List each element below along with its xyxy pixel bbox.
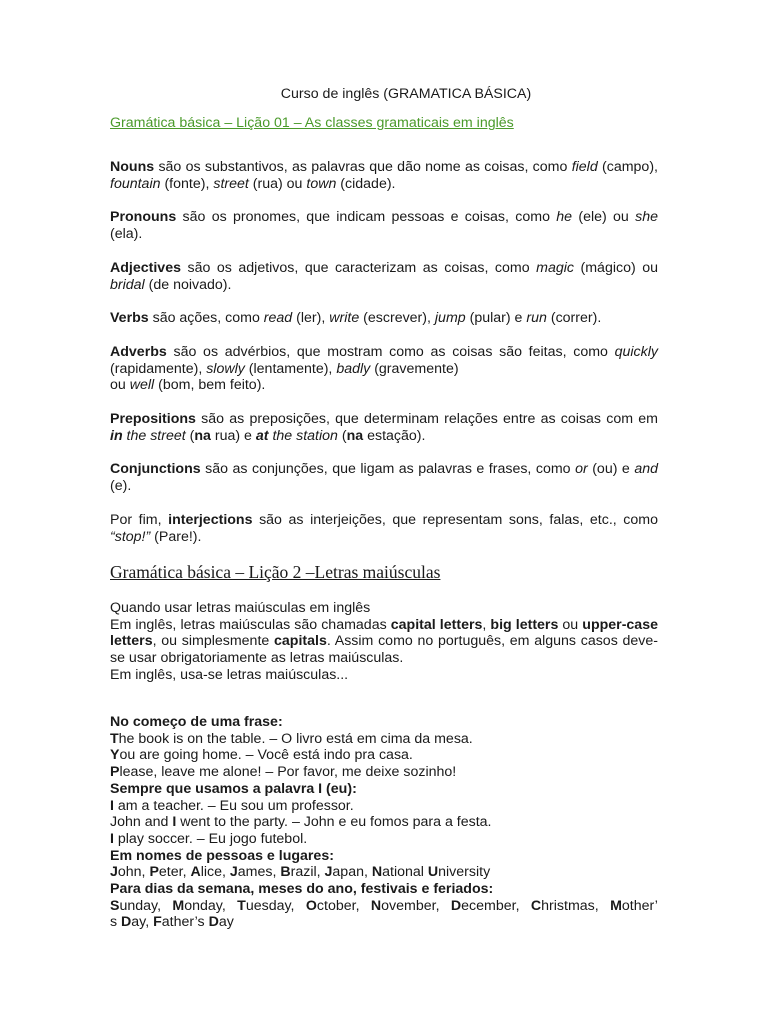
example-line: The book is on the table. – O livro está em cima da mesa. bbox=[110, 730, 473, 747]
term: Nouns bbox=[110, 159, 155, 175]
paragraph-verbs: Verbs são ações, como read (ler), write (escrever), jump (pular) e run (correr). bbox=[110, 310, 602, 326]
lesson2-heading: Gramática básica – Lição 2 –Letras maiúsculas bbox=[110, 562, 441, 582]
term: Verbs bbox=[110, 310, 149, 326]
lesson2-intro bbox=[110, 600, 658, 684]
example-line: John and I went to the party. – John e eu fomos para a festa. bbox=[110, 814, 492, 831]
days-line: Sunday, Monday, Tuesday, October, November, December, Christmas, Mother’ bbox=[110, 897, 658, 914]
usage-line: Em inglês, usa-se letras maiúsculas... bbox=[110, 666, 349, 683]
section-heading: Sempre que usamos a palavra I (eu): bbox=[110, 780, 357, 797]
names-line: John, Peter, Alice, James, Brazil, Japan, National University bbox=[110, 864, 491, 881]
paragraph-adverbs: Adverbs são os advérbios, que mostram como as coisas são feitas, como quickly (rapidamente), slowly (lentamente), badly (gravemente) ou well (bom, bem feito). bbox=[110, 344, 658, 394]
term: interjections bbox=[168, 512, 253, 528]
section-heading: Para dias da semana, meses do ano, festivais e feriados: bbox=[110, 881, 494, 898]
paragraph-interjections: Por fim, interjections são as interjeições, que representam sons, falas, etc., como “stop!” (Pare!). bbox=[110, 512, 658, 545]
paragraph-conjunctions: Conjunctions são as conjunções, que ligam as palavras e frases, como or (ou) e and (e). bbox=[110, 461, 658, 494]
paragraph-prepositions: Prepositions são as preposições, que determinam relações entre as coisas com em in the street (na rua) e at the station (na estação). bbox=[110, 411, 658, 444]
document-title: Curso de inglês (GRAMATICA BÁSICA) bbox=[280, 86, 532, 102]
term: Adverbs bbox=[110, 344, 167, 360]
paragraph-nouns: Nouns são os substantivos, as palavras que dão nome as coisas, como field (campo), fountain (fonte), street (rua) ou town (cidade). bbox=[110, 159, 658, 192]
section-heading: Em nomes de pessoas e lugares: bbox=[110, 847, 334, 864]
intro-line: Quando usar letras maiúsculas em inglês bbox=[110, 600, 371, 616]
example-line: Please, leave me alone! – Por favor, me deixe sozinho! bbox=[110, 764, 457, 781]
lesson2-rules bbox=[110, 714, 658, 931]
example-line: I play soccer. – Eu jogo futebol. bbox=[110, 830, 308, 847]
lesson1-heading: Gramática básica – Lição 01 – As classes gramaticais em inglês bbox=[110, 115, 514, 131]
example-line: You are going home. – Você está indo pra casa. bbox=[110, 747, 413, 764]
paragraph-adjectives: Adjectives são os adjetivos, que caracterizam as coisas, como magic (mágico) ou bridal (de noivado). bbox=[110, 260, 658, 293]
days-line: s Day, Father’s Day bbox=[110, 914, 234, 931]
paragraph-pronouns: Pronouns são os pronomes, que indicam pessoas e coisas, como he (ele) ou she (ela). bbox=[110, 209, 658, 242]
example-line: I am a teacher. – Eu sou um professor. bbox=[110, 797, 354, 814]
intro-paragraph: Em inglês, letras maiúsculas são chamadas capital letters, big letters ou upper-case letters, ou simplesmente capitals. Assim como no português, em alguns casos deve-se usar obrigatoriamente as letras maiúsculas. bbox=[110, 616, 658, 667]
section-heading: No começo de uma frase: bbox=[110, 714, 283, 730]
term: Conjunctions bbox=[110, 461, 201, 477]
term: Prepositions bbox=[110, 411, 196, 427]
term: Pronouns bbox=[110, 209, 177, 225]
term: Adjectives bbox=[110, 260, 181, 276]
